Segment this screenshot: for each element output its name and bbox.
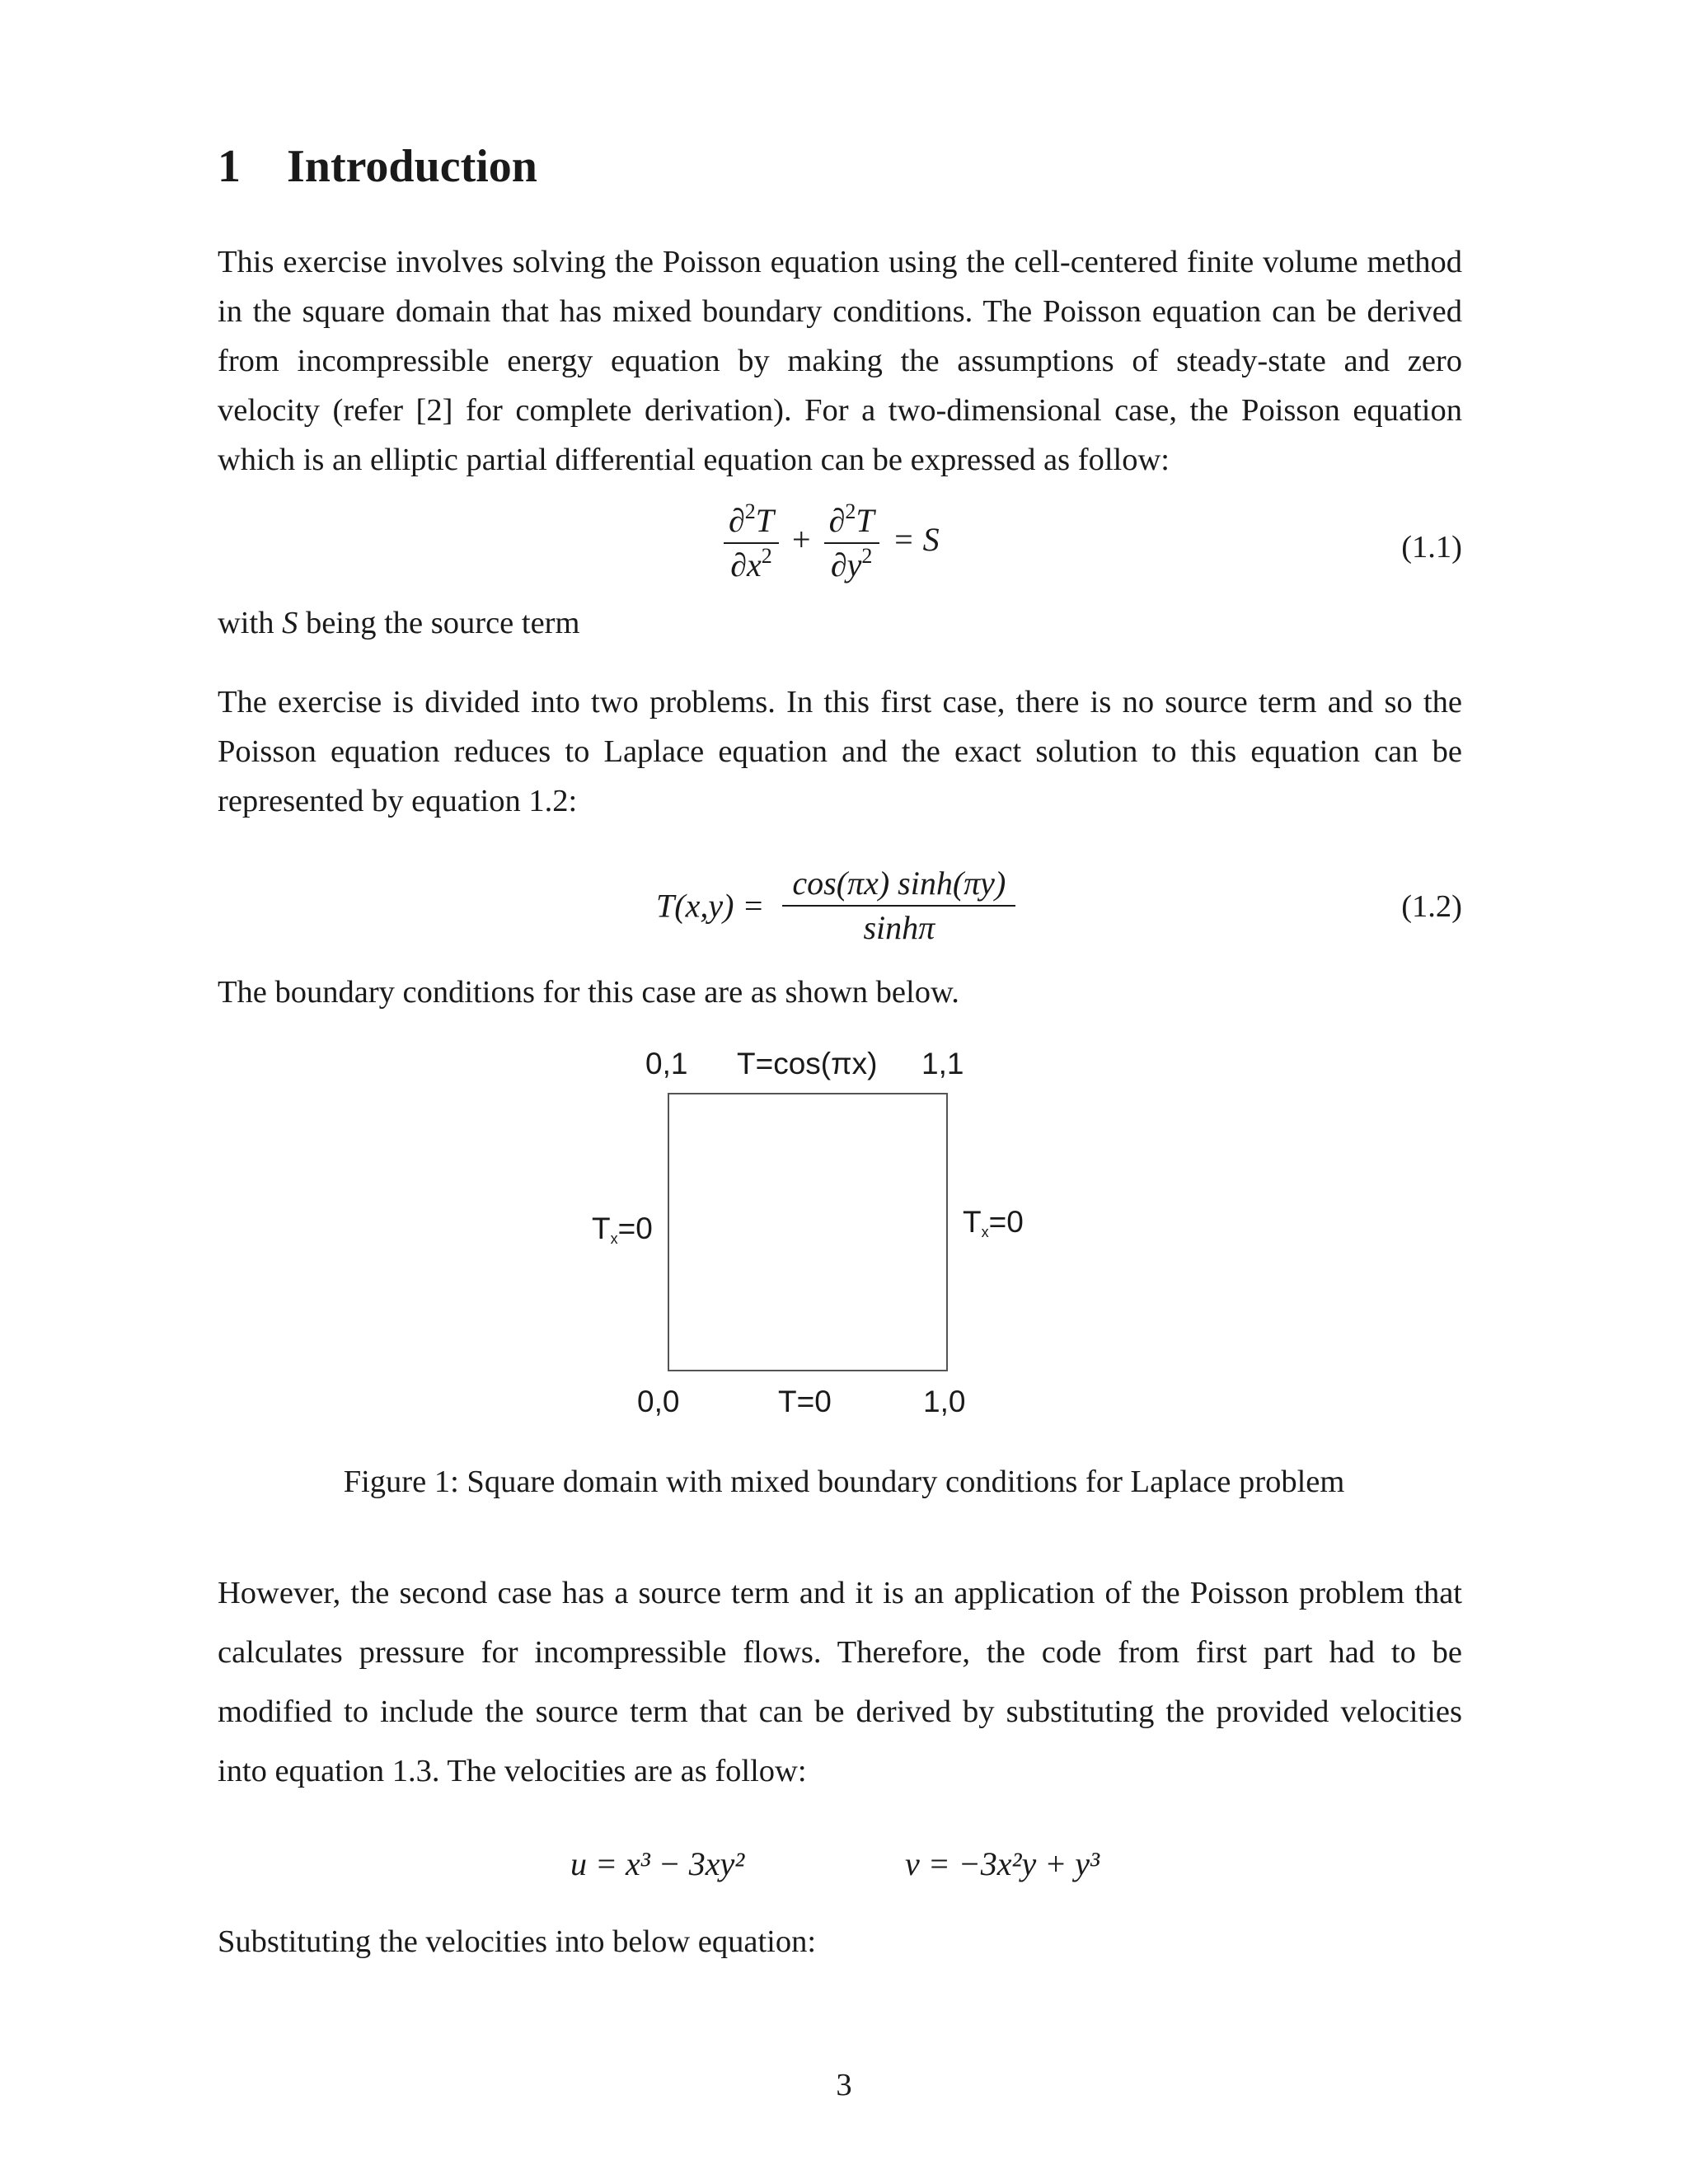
right-boundary-condition: $T_x=0$	[963, 1205, 1024, 1240]
page-number: 3	[836, 2068, 852, 2102]
section-title: Introduction	[287, 141, 537, 192]
equation-1-1-label: (1.1)	[1401, 530, 1462, 565]
intro-paragraph: This exercise involves solving the Poisson equation using the cell-centered finite volume method in the square domain that has mixed boundary conditions. The Poisson equation can be derived from incompressible energy equation by making the assumptions of steady-state and zero velocity (refer [2] for complete derivation). For a two-dimensional case, the Poisson equation which is an elliptic partial differential equation can be expressed as follow:	[218, 245, 1462, 477]
bc-intro: The boundary conditions for this case are as shown below.	[218, 975, 959, 1010]
section-number: 1	[218, 141, 241, 192]
figure-caption: Figure 1: Square domain with mixed boundary conditions for Laplace problem	[343, 1465, 1345, 1499]
closing-line: Substituting the velocities into below equation:	[218, 1924, 817, 1959]
velocity-u: u = x³ − 3xy²	[570, 1845, 745, 1882]
laplace-paragraph: The exercise is divided into two problems. In this first case, there is no source term and so the Poisson equation reduces to Laplace equation and the exact solution to this equation can be represented by equation 1.2:	[218, 685, 1462, 818]
equation-1-1: $\frac{\partial^2T}{\partial x^2}$ + $\frac{\partial^2T}{\partial y^2}$ = S	[724, 499, 940, 587]
corner-top-left: 0,1	[645, 1047, 688, 1080]
source-term-note: with S being the source term	[218, 606, 580, 640]
left-boundary-condition: $T_x=0$	[592, 1212, 653, 1247]
poisson-paragraph: However, the second case has a source term and it is an application of the Poisson problem that calculates pressure for incompressible flows. Therefore, the code from first part had to be modified to include the source term that can be derived by substituting the provided velocities into equation 1.3. The velocities are as follow:	[218, 1576, 1462, 1788]
equation-1-1-rhs: = S	[892, 521, 940, 559]
equation-1-2-lhs: T(x,y) =	[656, 887, 765, 925]
source-variable: S	[282, 606, 298, 640]
velocity-v: v = −3x²y + y³	[905, 1845, 1100, 1882]
equation-1-2	[656, 862, 1015, 949]
corner-bottom-right: 1,0	[923, 1385, 966, 1418]
section-heading	[218, 140, 537, 193]
equation-1-2-label: (1.2)	[1401, 889, 1462, 924]
bottom-boundary-condition: T=0	[778, 1385, 832, 1418]
square-domain	[668, 1093, 948, 1371]
fraction-exact-solution: $\frac{\cos(\pi x) \sinh(\pi y)}{\sinh\pi}$	[782, 862, 1015, 949]
corner-top-right: 1,1	[921, 1047, 964, 1080]
top-boundary-condition: T=cos(πx)	[737, 1047, 878, 1080]
fraction-d2t-dx2: $\frac{\partial^2T}{\partial x^2}$	[724, 499, 779, 587]
fraction-d2t-dy2: $\frac{\partial^2T}{\partial y^2}$	[824, 499, 879, 587]
corner-bottom-left: 0,0	[637, 1385, 680, 1418]
